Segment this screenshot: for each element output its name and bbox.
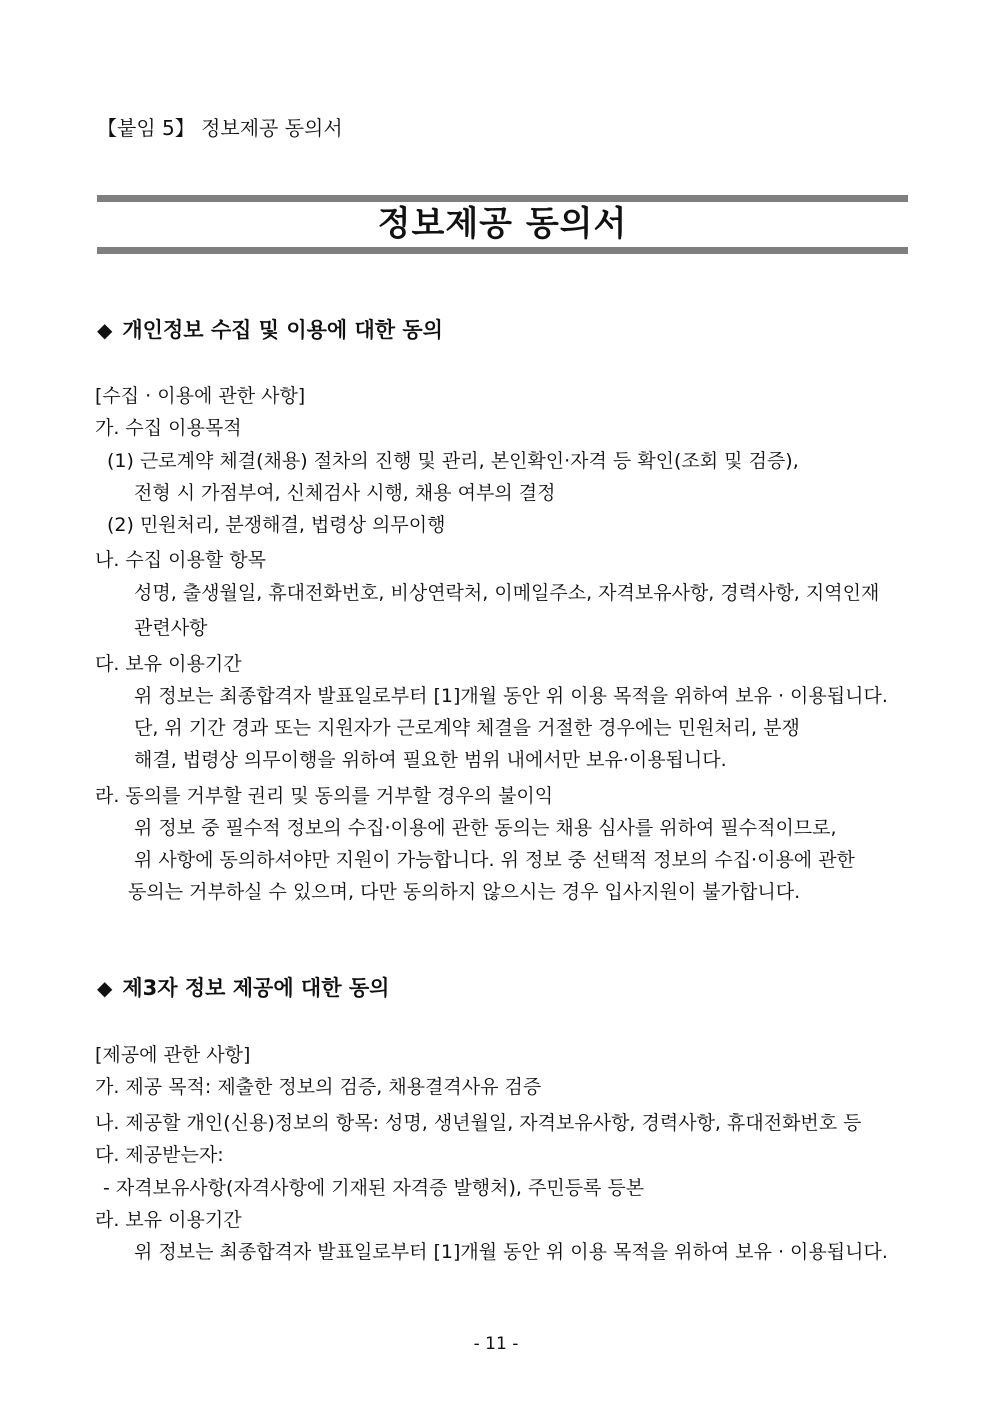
section2-subheading: [제공에 관한 사항] xyxy=(95,1044,251,1066)
section1-ra-line2: 위 사항에 동의하셔야만 지원이 가능합니다. 위 정보 중 선택적 정보의 수집·이용에 관한 xyxy=(134,849,855,871)
section1-item-ra: 라. 동의를 거부할 권리 및 동의를 거부할 경우의 불이익 xyxy=(95,785,554,807)
section2-ra-line1: 위 정보는 최종합격자 발표일로부터 [1]개월 동안 위 이용 목적을 위하여 보유 · 이용됩니다. xyxy=(134,1241,888,1263)
section2-item-ga: 가. 제공 목적: 제출한 정보의 검증, 채용결격사유 검증 xyxy=(95,1076,542,1098)
section1-ra-line1: 위 정보 중 필수적 정보의 수집·이용에 관한 동의는 채용 심사를 위하여 필수적이므로, xyxy=(134,817,837,839)
diamond-bullet-icon: ◆ xyxy=(97,976,113,1000)
page-number: - 11 - xyxy=(473,1334,519,1354)
attachment-label: 【붙임 5】 정보제공 동의서 xyxy=(97,116,343,140)
section1-na-line1: 성명, 출생월일, 휴대전화번호, 비상연락처, 이메일주소, 자격보유사항, 경력사항, 지역인재 xyxy=(134,582,880,604)
section1-ga-item1-line1: (1) 근로계약 체결(채용) 절차의 진행 및 관리, 본인확인·자격 등 확인(조회 및 검증), xyxy=(107,450,799,472)
section2-heading xyxy=(97,976,389,1000)
section1-na-line2: 관련사항 xyxy=(134,617,208,639)
section2-item-ra: 라. 보유 이용기간 xyxy=(95,1209,242,1231)
title-bottom-rule xyxy=(97,247,908,254)
section1-da-line2: 단, 위 기간 경과 또는 지원자가 근로계약 체결을 거절한 경우에는 민원처리, 분쟁 xyxy=(134,717,800,739)
section1-heading-text: 개인정보 수집 및 이용에 대한 동의 xyxy=(122,318,443,342)
section2-heading-text: 제3자 정보 제공에 대한 동의 xyxy=(122,976,390,1000)
diamond-bullet-icon: ◆ xyxy=(97,318,113,342)
section2-item-da: 다. 제공받는자: xyxy=(95,1144,224,1166)
section1-ga-item1-line2: 전형 시 가점부여, 신체검사 시행, 채용 여부의 결정 xyxy=(134,482,556,504)
section1-item-da: 다. 보유 이용기간 xyxy=(95,653,242,675)
section2-da-item: - 자격보유사항(자격사항에 기재된 자격증 발행처), 주민등록 등본 xyxy=(103,1177,645,1199)
section1-ra-line3: 동의는 거부하실 수 있으며, 다만 동의하지 않으시는 경우 입사지원이 불가합니다. xyxy=(128,881,801,903)
section1-item-ga: 가. 수집 이용목적 xyxy=(95,417,242,439)
document-title: 정보제공 동의서 xyxy=(377,204,628,244)
section1-ga-item2: (2) 민원처리, 분쟁해결, 법령상 의무이행 xyxy=(107,514,446,536)
title-top-rule xyxy=(97,195,908,202)
section1-heading xyxy=(97,318,443,342)
section1-subheading: [수집 · 이용에 관한 사항] xyxy=(95,385,306,407)
section1-da-line3: 해결, 법령상 의무이행을 위하여 필요한 범위 내에서만 보유·이용됩니다. xyxy=(134,749,727,771)
section1-da-line1: 위 정보는 최종합격자 발표일로부터 [1]개월 동안 위 이용 목적을 위하여 보유 · 이용됩니다. xyxy=(134,685,888,707)
section2-item-na: 나. 제공할 개인(신용)정보의 항목: 성명, 생년월일, 자격보유사항, 경력사항, 휴대전화번호 등 xyxy=(95,1112,862,1134)
section1-item-na: 나. 수집 이용할 항목 xyxy=(95,549,266,571)
